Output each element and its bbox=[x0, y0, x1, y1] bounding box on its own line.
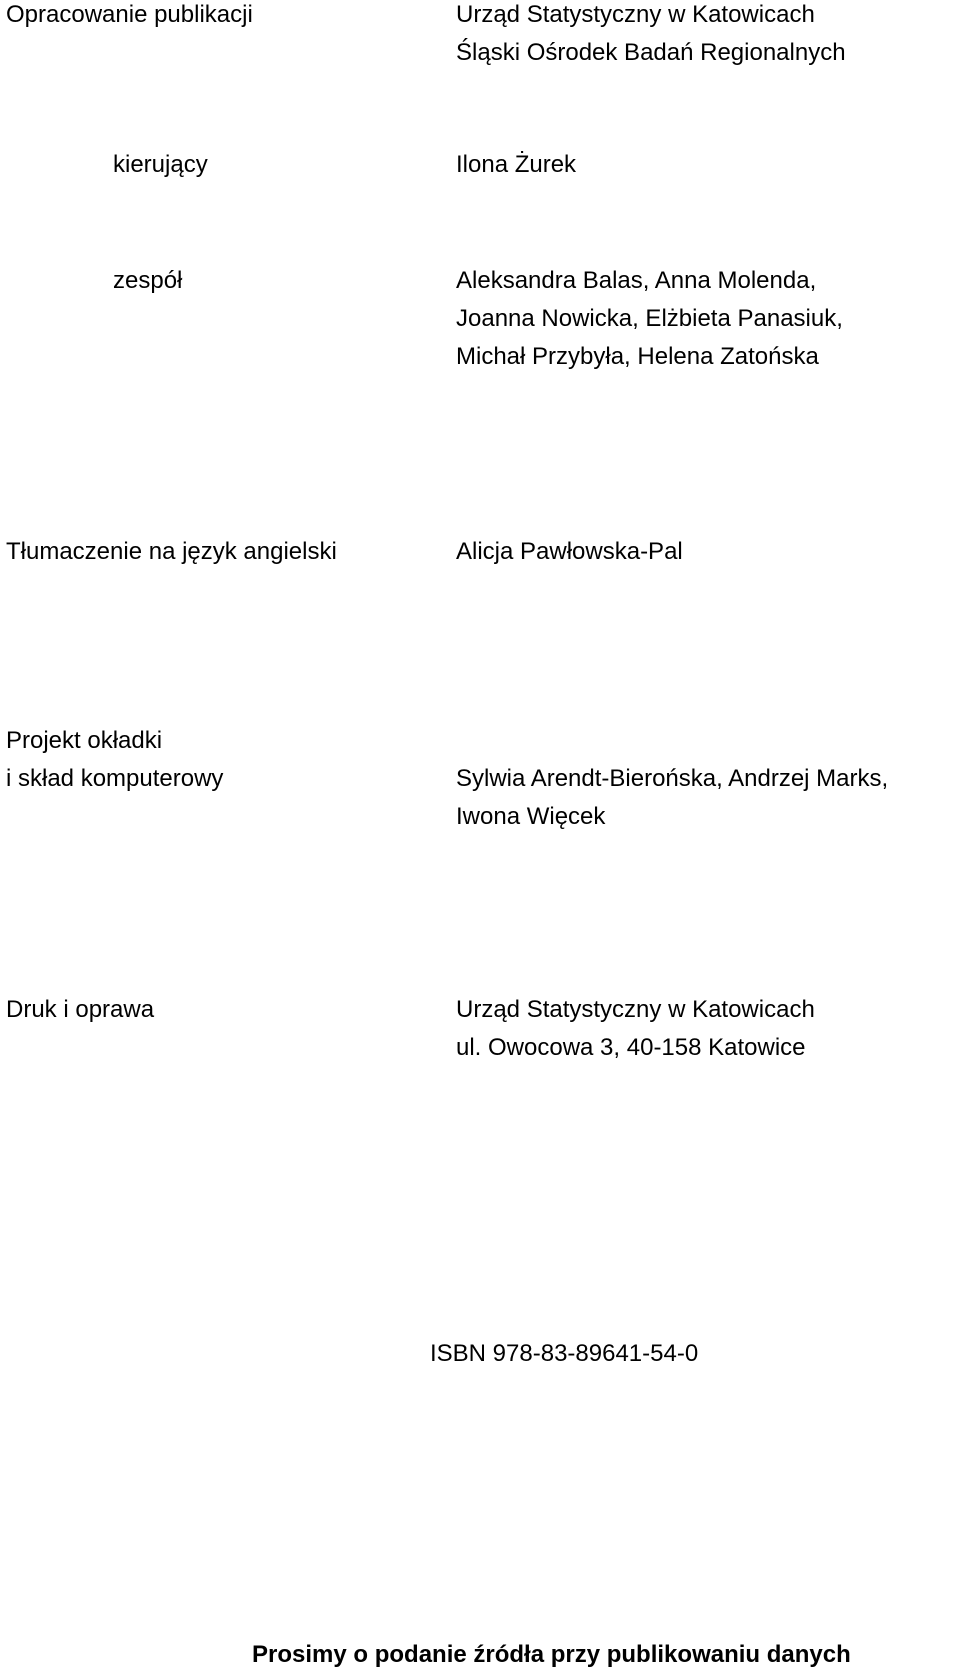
head-label: kierujący bbox=[113, 151, 208, 178]
translation-value bbox=[456, 533, 683, 571]
cover-line: Iwona Więcek bbox=[456, 803, 606, 830]
cover-label bbox=[6, 722, 223, 798]
publication-label: Opracowanie publikacji bbox=[6, 1, 253, 28]
translation-label: Tłumaczenie na język angielski bbox=[6, 538, 337, 565]
team-label: zespół bbox=[113, 267, 183, 294]
team-line: Aleksandra Balas, Anna Molenda, bbox=[456, 267, 817, 294]
publication-line: Urząd Statystyczny w Katowicach bbox=[456, 1, 815, 28]
cover-label-line: i skład komputerowy bbox=[6, 765, 224, 792]
source-note: Prosimy o podanie źródła przy publikowaniu danych bbox=[252, 1641, 851, 1668]
print-value bbox=[456, 991, 815, 1067]
translation-line: Alicja Pawłowska-Pal bbox=[456, 538, 683, 565]
team-value bbox=[456, 262, 843, 376]
isbn: ISBN 978-83-89641-54-0 bbox=[430, 1340, 699, 1367]
team-line: Joanna Nowicka, Elżbieta Panasiuk, bbox=[456, 305, 843, 332]
publication-value bbox=[456, 0, 846, 72]
print-line: Urząd Statystyczny w Katowicach bbox=[456, 996, 815, 1023]
print-line: ul. Owocowa 3, 40-158 Katowice bbox=[456, 1034, 806, 1061]
print-label: Druk i oprawa bbox=[6, 996, 155, 1023]
head-line: Ilona Żurek bbox=[456, 151, 577, 178]
team-line: Michał Przybyła, Helena Zatońska bbox=[456, 343, 819, 370]
cover-value bbox=[456, 760, 888, 836]
cover-label-line: Projekt okładki bbox=[6, 727, 163, 754]
publication-line: Śląski Ośrodek Badań Regionalnych bbox=[456, 39, 846, 66]
cover-line: Sylwia Arendt-Bierońska, Andrzej Marks, bbox=[456, 765, 889, 792]
head-value bbox=[456, 146, 576, 184]
